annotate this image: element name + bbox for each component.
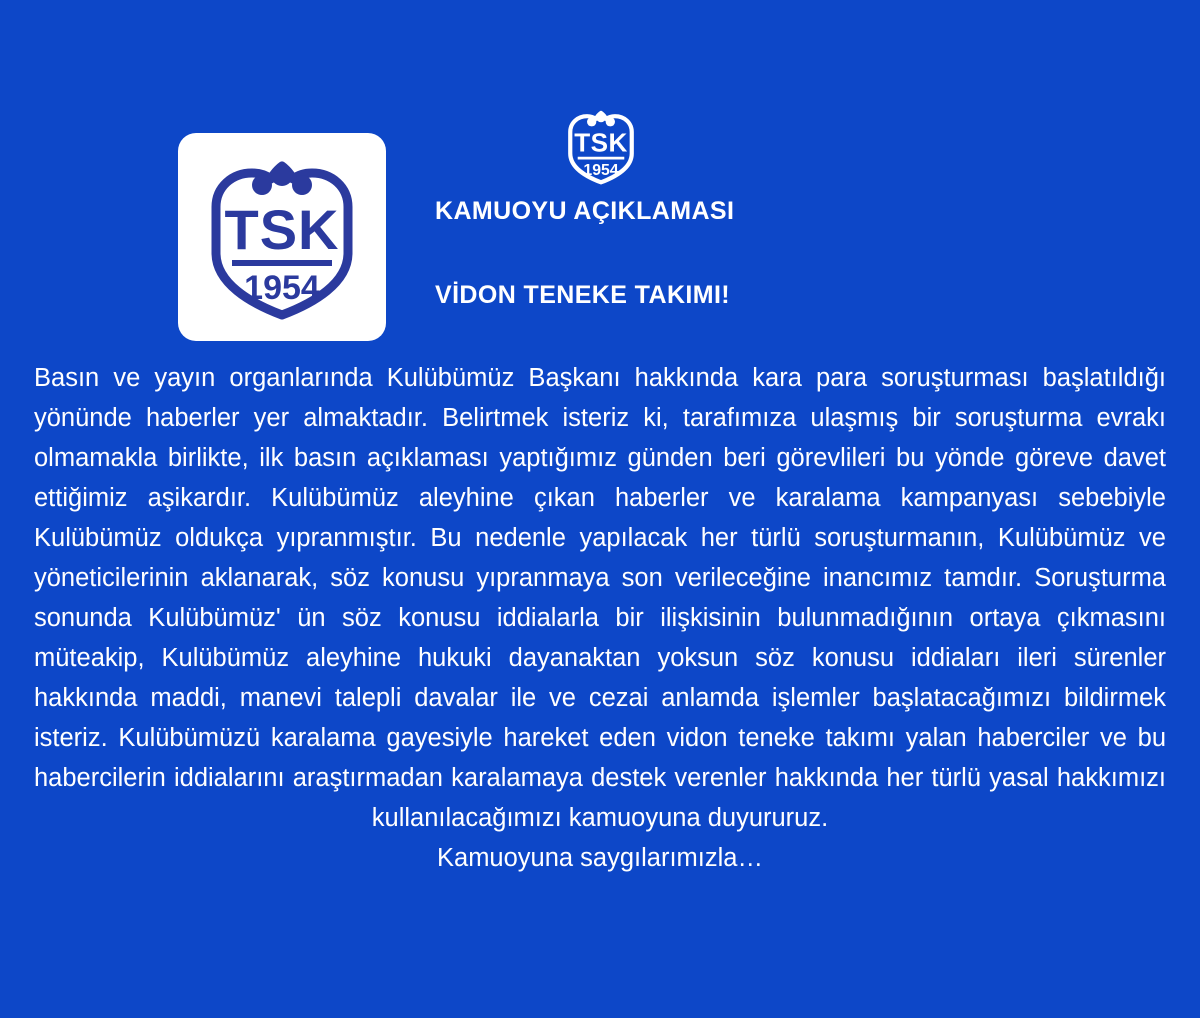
statement-paragraph: Basın ve yayın organlarında Kulübümüz Başkanı hakkında kara para soruşturması başlatıldığı yönünde haberler yer almaktadır. Belirtmek isteriz ki, tarafımıza ulaşmış bir soruşturma evrakı olmamakla birlikte, ilk basın açıklaması yaptığımız günden beri görevlileri bu yönde göreve davet ettiğimiz aşikardır. Kulübümüz aleyhine çıkan haberler ve karalama kampanyası sebebiyle Kulübümüz oldukça yıpranmıştır. Bu nedenle yapılacak her türlü soruşturmanın, Kulübümüz ve yöneticilerinin aklanarak, söz konusu yıpranmaya son verileceğine inancımız tamdır. Soruşturma sonunda Kulübümüz' ün söz konusu iddialarla bir ilişkisinin bulunmadığının ortaya çıkmasını müteakip, Kulübümüz aleyhine hukuki dayanaktan yoksun söz konusu iddiaları ileri sürenler hakkında maddi, manevi talepli davalar ile ve cezai anlamda işlemler başlatacağımızı bildirmek isteriz. Kulübümüzü karalama gayesiyle hareket eden vidon teneke takımı yalan haberciler ve bu habercilerin iddialarını araştırmadan karalamaya destek verenler hakkında her türlü yasal hakkımızı kullanılacağımızı kamuoyuna duyururuz. (34, 364, 1166, 832)
svg-text:TSK: TSK (574, 127, 628, 158)
announcement-title: KAMUOYU AÇIKLAMASI (435, 197, 735, 225)
club-crest-large (178, 133, 386, 341)
svg-text:1954: 1954 (244, 269, 320, 307)
club-crest-small (560, 105, 642, 187)
announcement-subtitle: VİDON TENEKE TAKIMI! (435, 281, 731, 309)
svg-text:TSK: TSK (224, 198, 340, 261)
statement-closing: Kamuoyuna saygılarımızla… (437, 844, 763, 872)
announcement-header (0, 0, 1200, 350)
announcement-body (0, 358, 1200, 878)
svg-text:1954: 1954 (583, 161, 619, 179)
